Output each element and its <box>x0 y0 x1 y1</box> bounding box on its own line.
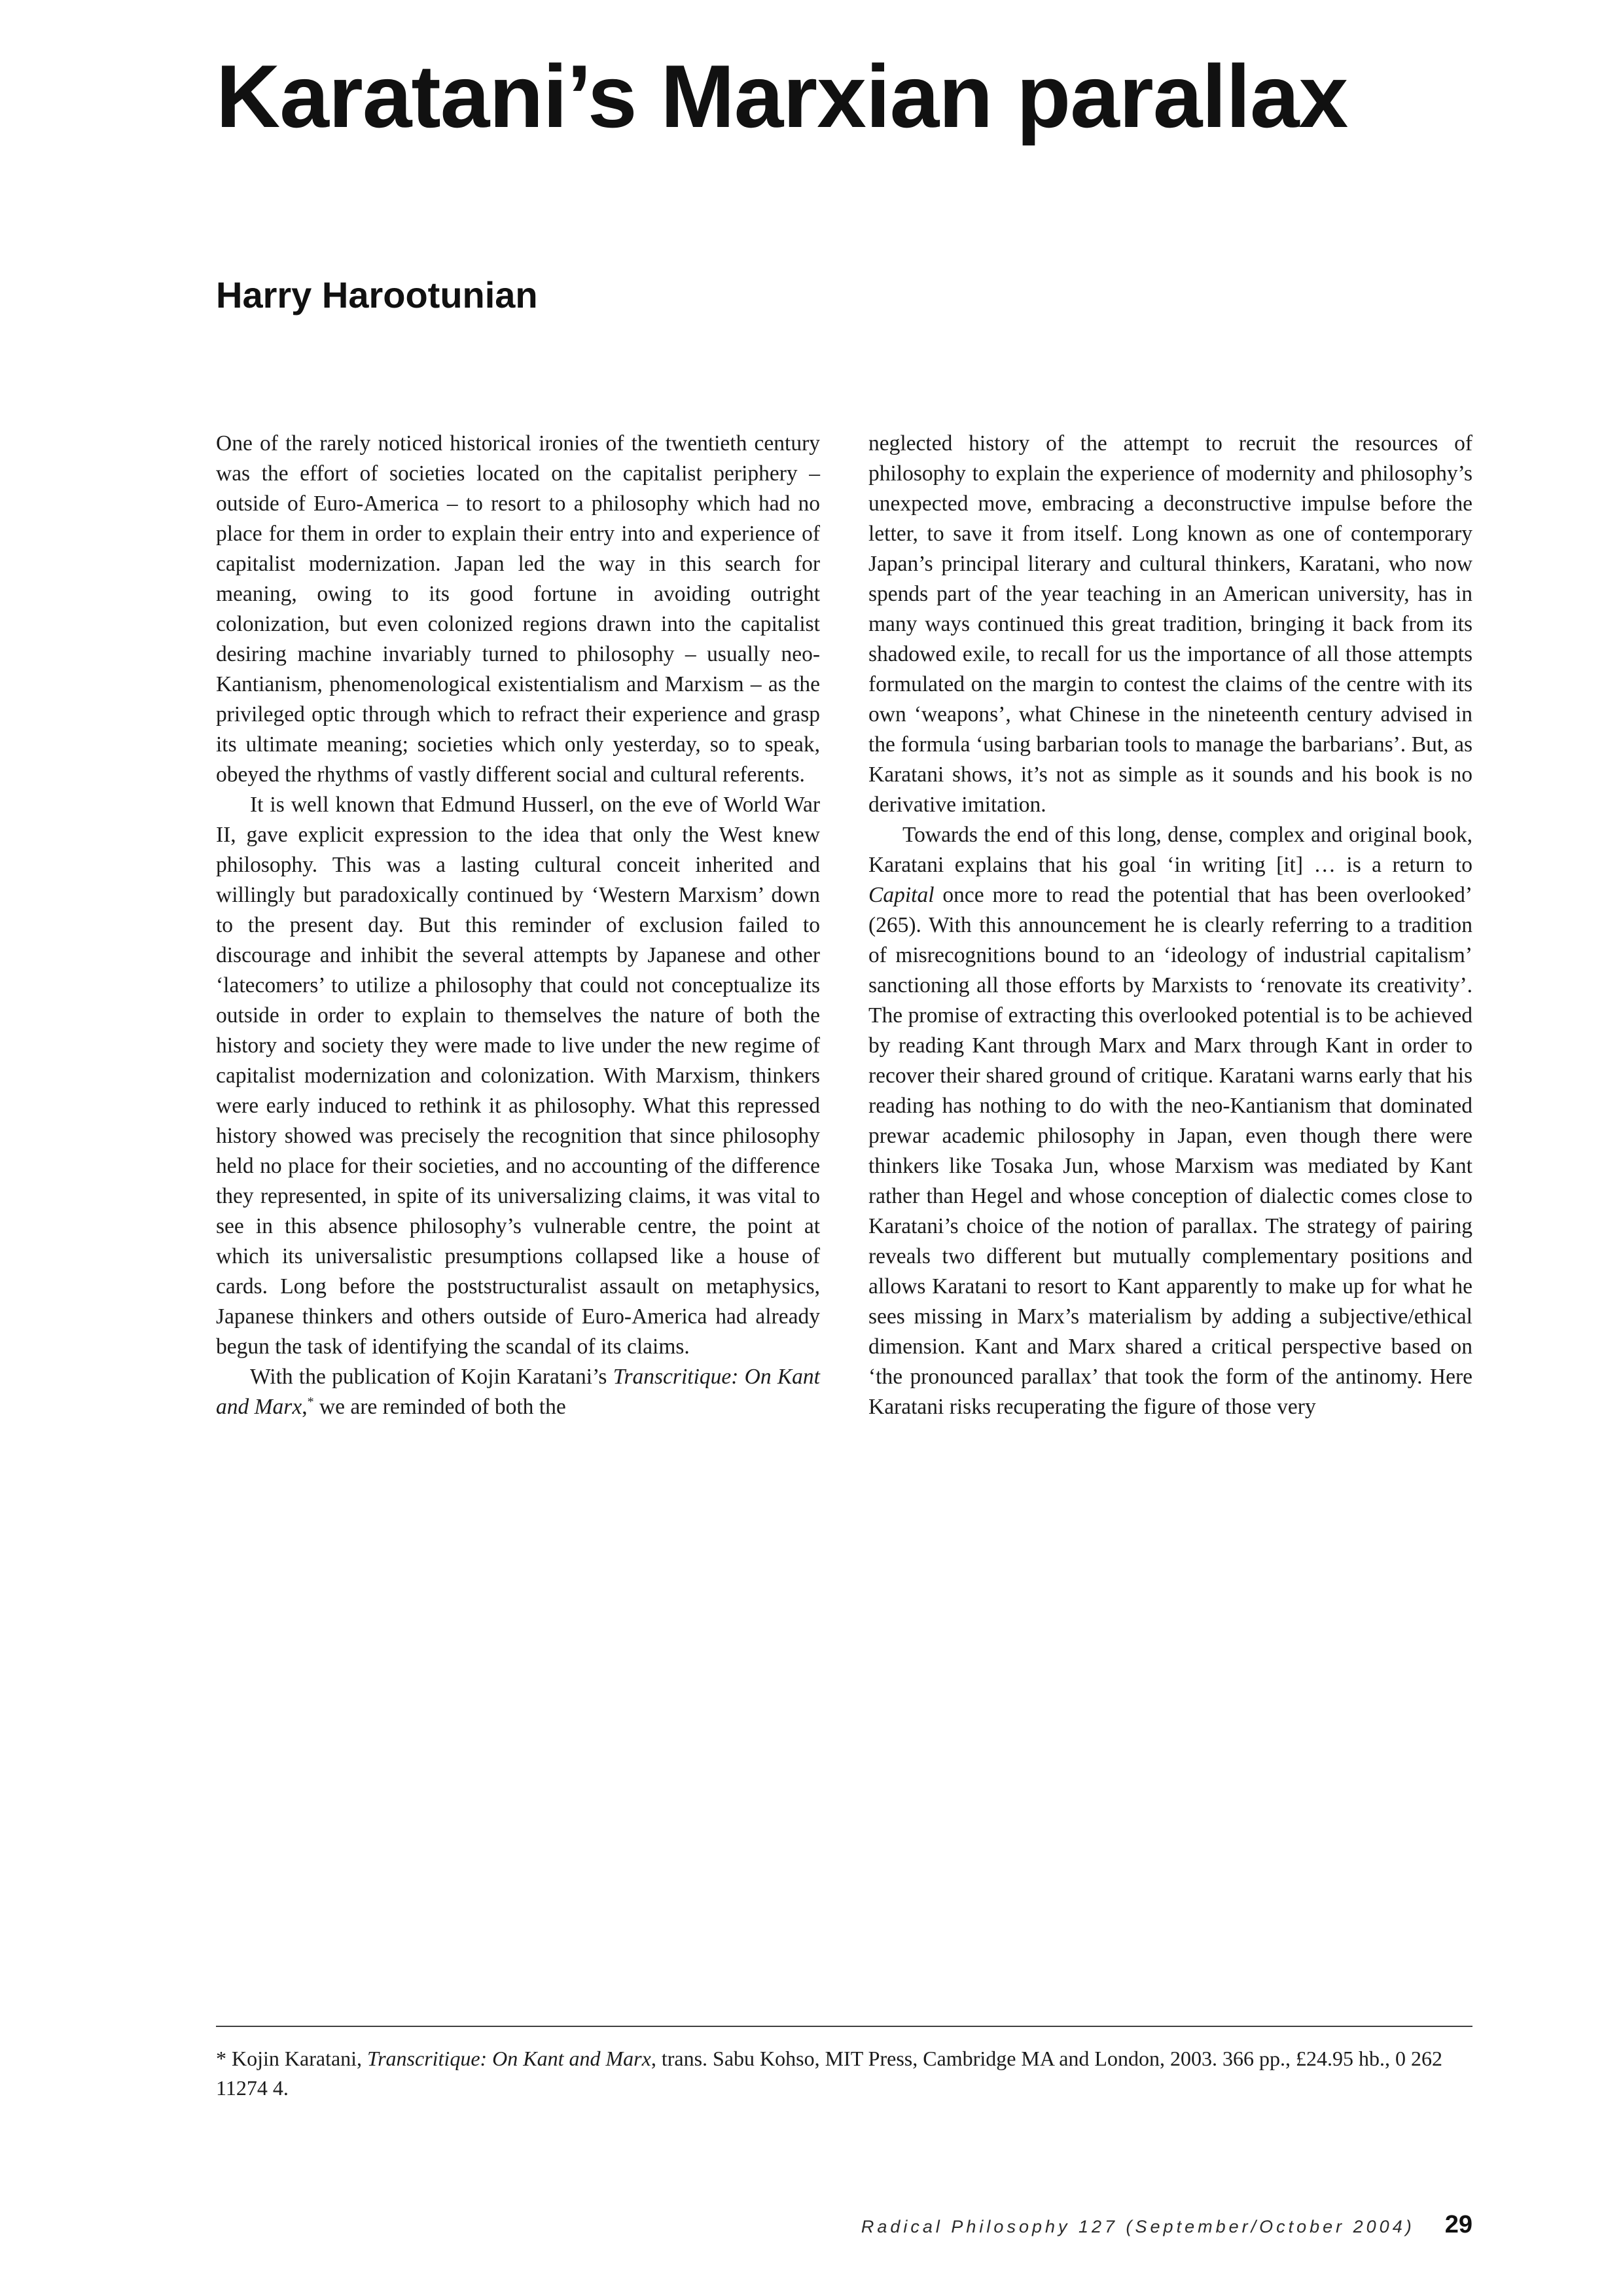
article-body <box>216 429 1472 1422</box>
paragraph <box>868 820 1472 1422</box>
paragraph <box>216 1362 820 1422</box>
paragraph <box>216 429 820 790</box>
footer-page-number: 29 <box>1444 2211 1472 2238</box>
body-text: * Kojin Karatani, <box>216 2047 368 2070</box>
author-name: Harry Harootunian <box>216 274 538 315</box>
paragraph <box>216 790 820 1362</box>
body-text: One of the rarely noticed historical ironies of the twentieth century was the effort of societies located on the capitalist periphery – outside of Euro-America – to resort to a philosophy which had no place for them in order to explain their entry into and experience of capitalist modernization. Japan led the way in this search for meaning, owing to its good fortune in avoiding outright colonization, but even colonized regions drawn into the capitalist desiring machine invariably turned to philosophy – usually neo-Kantianism, phenomenological existentialism and Marxism – as the privileged optic through which to refract their experience and grasp its ultimate meaning; societies which only yesterday, so to speak, obeyed the rhythms of vastly different social and cultural referents. <box>216 431 820 787</box>
italic-text: Transcritique: On Kant and Marx <box>216 1365 820 1419</box>
body-text: Towards the end of this long, dense, complex and original book, Karatani explains that his goal ‘in writing [it] … is a return to <box>868 823 1472 877</box>
page-footer <box>216 2211 1472 2239</box>
italic-text: Transcritique: On Kant and Marx <box>367 2047 651 2070</box>
body-text: once more to read the potential that has been overlooked’ (265). With this announcement he is clearly referring to a tradition of misrecognitions bound to an ‘ideology of industrial capitalism’ sanctioning all those efforts by Marxists to ‘renovate its creativity’. The promise of extracting this overlooked potential is to be achieved by reading Kant through Marx and Marx through Kant in order to recover their shared ground of critique. Karatani warns early that his reading has nothing to do with the neo-Kantianism that dominated prewar academic philosophy in Japan, even though there were thinkers like Tosaka Jun, whose Marxism was mediated by Kant rather than Hegel and whose conception of dialectic comes close to Karatani’s choice of the notion of parallax. The strategy of pairing reveals two different but mutually complementary positions and allows Karatani to resort to Kant apparently to make up for what he sees missing in Marx’s materialism by adding a subjective/ethical dimension. Kant and Marx shared a critical perspective based on ‘the pronounced parallax’ that took the form of the antinomy. Here Karatani risks recuperating the figure of those very <box>868 883 1472 1419</box>
article-column-left <box>216 429 820 1422</box>
body-text: , <box>302 1395 308 1419</box>
footnote-marker: * <box>307 1394 314 1409</box>
italic-text: Capital <box>868 883 935 907</box>
body-text: It is well known that Edmund Husserl, on the eve of World War II, gave explicit expression to the idea that only the West knew philosophy. This was a lasting cultural conceit inherited and willingly but paradoxically continued by ‘Western Marxism’ down to the present day. But this reminder of exclusion failed to discourage and inhibit the several attempts by Japanese and other ‘latecomers’ to utilize a philosophy that could not conceptualize its outside in order to explain to themselves the nature of both the history and society they were made to live under the new regime of capitalist modernization and colonization. With Marxism, thinkers were early induced to rethink it as philosophy. What this repressed history showed was precisely the recognition that since philosophy held no place for their societies, and no accounting of the difference they represented, in spite of its universalizing claims, it was vital to see in this absence philosophy’s vulnerable centre, the point at which its universalistic presumptions collapsed like a house of cards. Long before the poststructuralist assault on metaphysics, Japanese thinkers and others outside of Euro-America had already begun the task of identifying the scandal of its claims. <box>216 793 820 1359</box>
footnote-text <box>216 2044 1472 2103</box>
body-text: With the publication of Kojin Karatani’s <box>250 1365 613 1389</box>
footnote-block <box>216 2026 1472 2103</box>
article-column-right <box>868 429 1472 1422</box>
paragraph <box>868 429 1472 820</box>
footer-journal-title: Radical Philosophy 127 (September/October 2004) <box>861 2217 1415 2236</box>
body-text: , trans. Sabu Kohso, MIT Press, Cambridge MA and London, 2003. 366 pp., £24.95 hb., 0 262 11274 4. <box>216 2047 1442 2100</box>
body-text: we are reminded of both the <box>313 1395 566 1419</box>
body-text: neglected history of the attempt to recruit the resources of philosophy to explain the experience of modernity and philosophy’s unexpected move, embracing a deconstructive impulse before the letter, to save it from itself. Long known as one of contemporary Japan’s principal literary and cultural thinkers, Karatani, who now spends part of the year teaching in an American university, has in many ways continued this great tradition, bringing it back from its shadowed exile, to recall for us the importance of all those attempts formulated on the margin to contest the claims of the centre with its own ‘weapons’, what Chinese in the nineteenth century advised in the formula ‘using barbarian tools to manage the barbarians’. But, as Karatani shows, it’s not as simple as it sounds and his book is no derivative imitation. <box>868 431 1472 817</box>
page-title: Karatani’s Marxian parallax <box>216 46 1348 146</box>
